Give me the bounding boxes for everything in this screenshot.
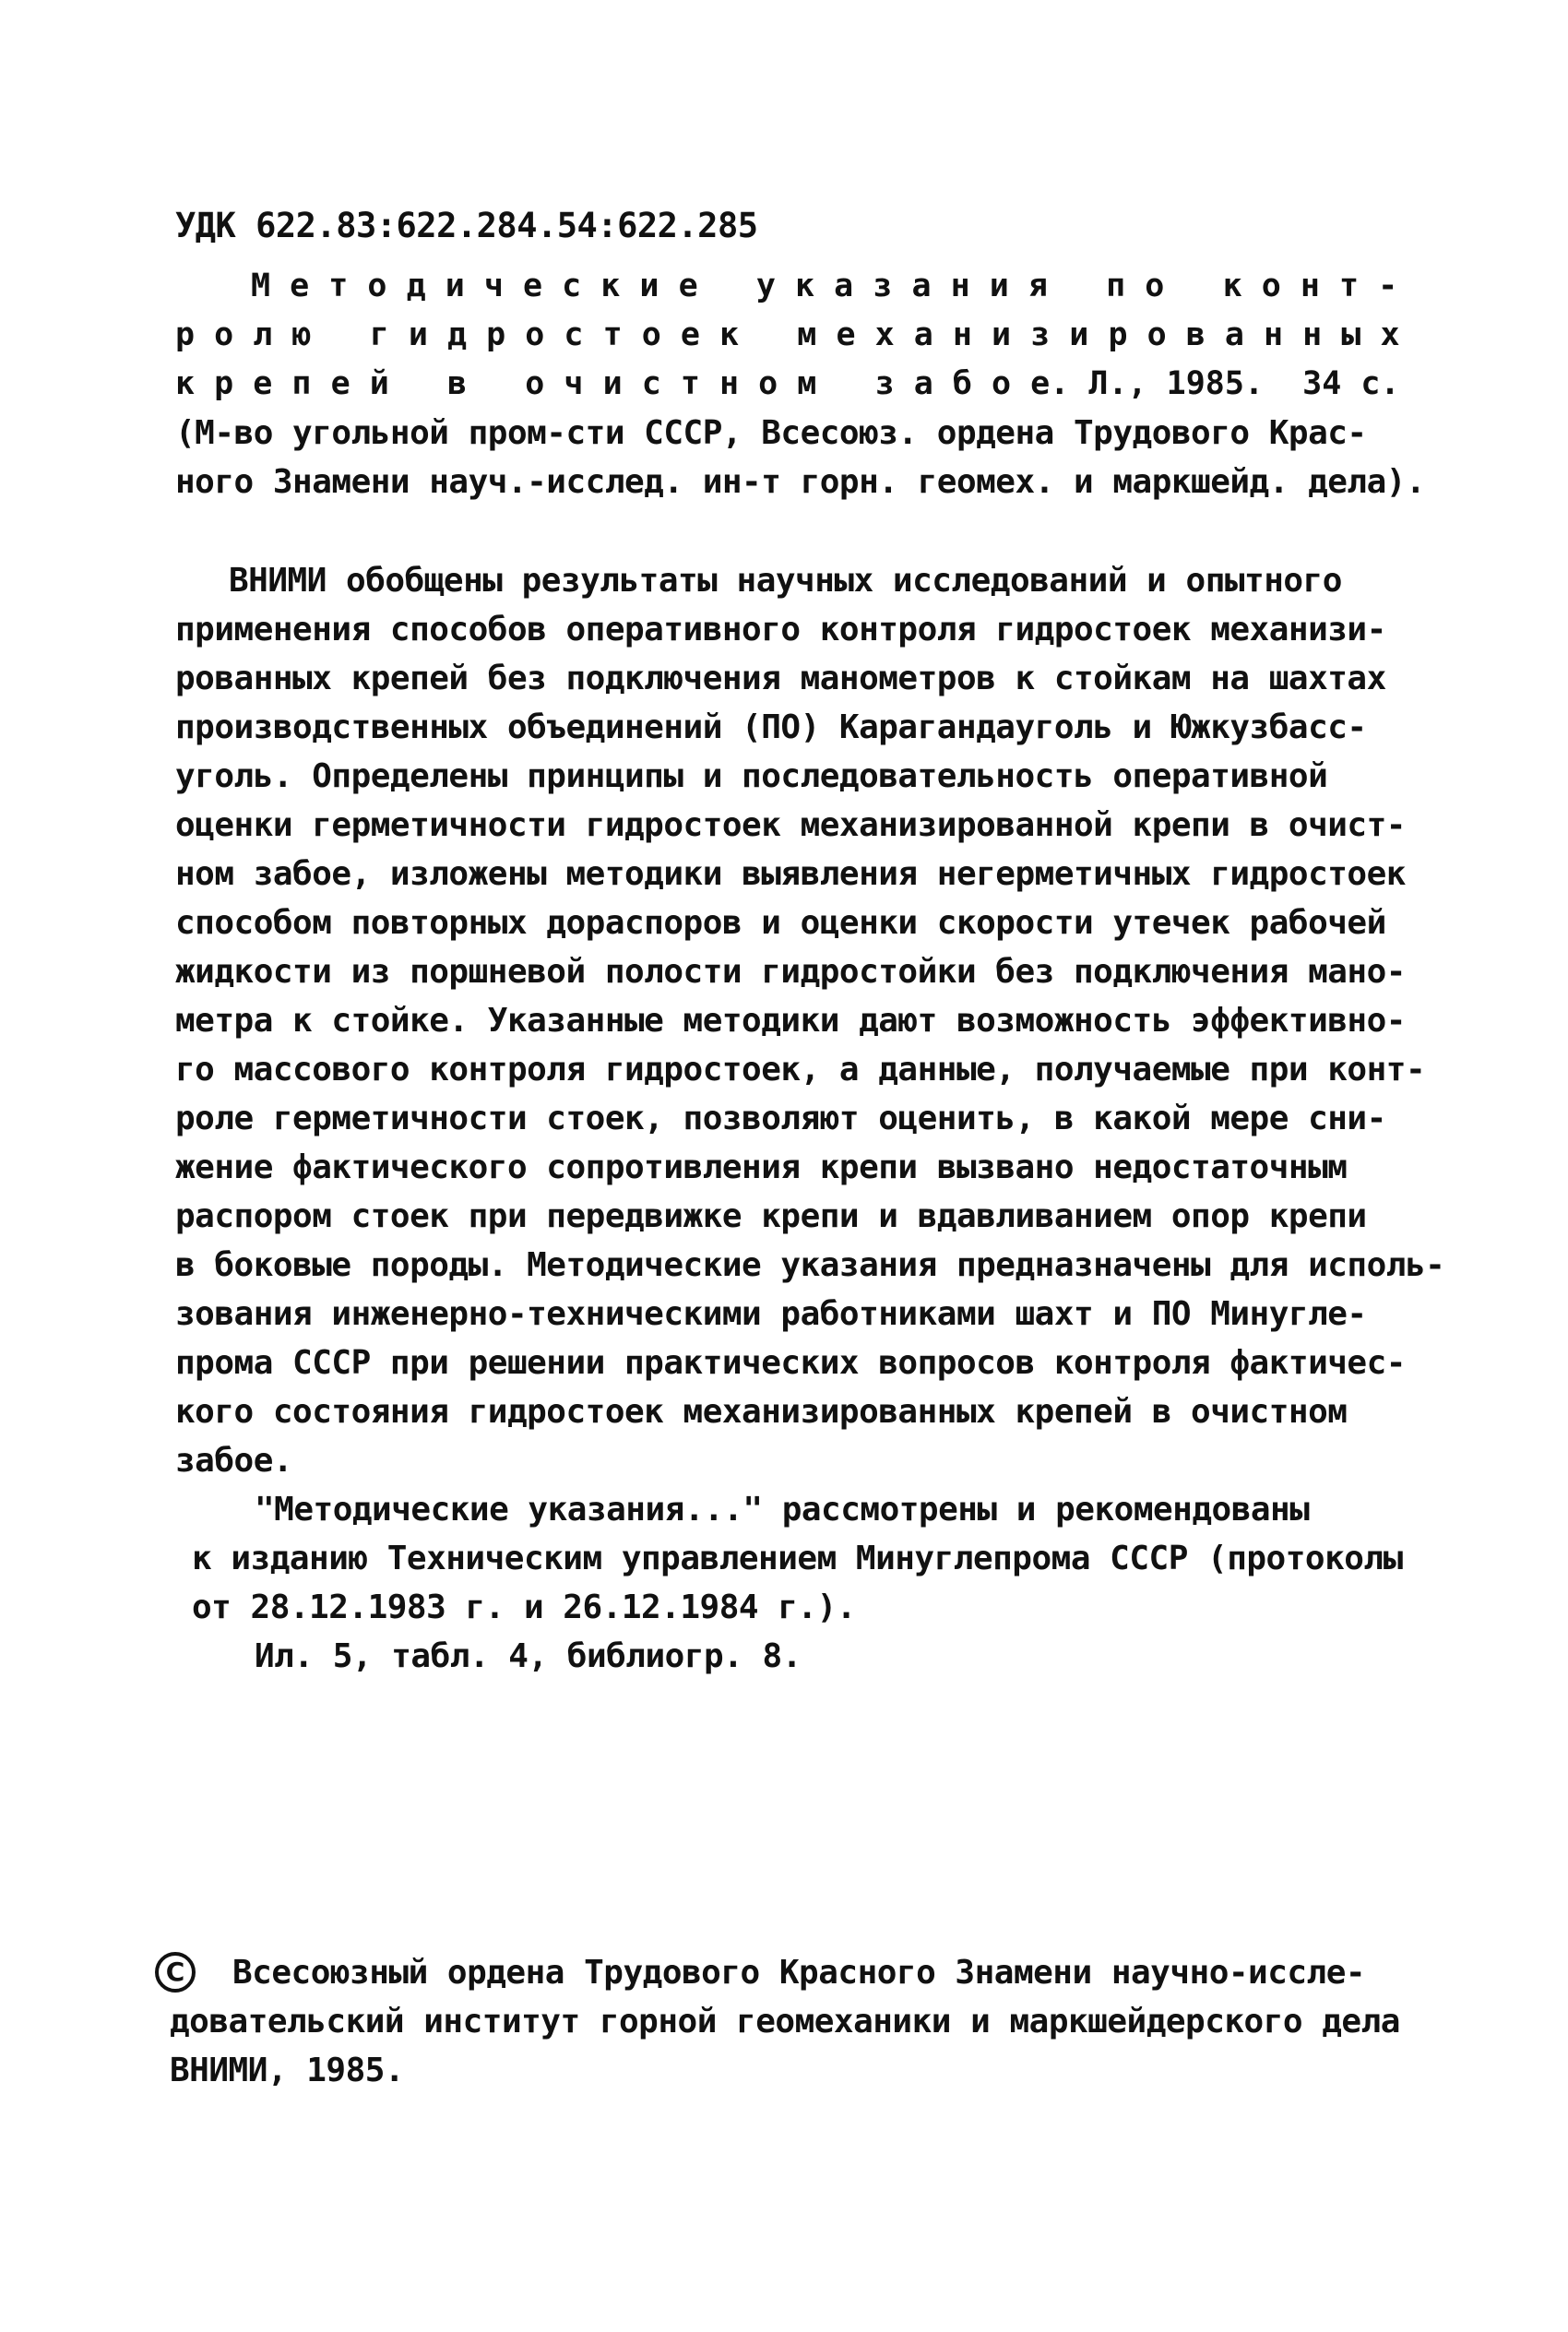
bibliography-line-5: ного Знамени науч.-исслед. ин-т горн. геомех. и маркшейд. дела).	[175, 463, 1426, 501]
bibliography-line-1: М е т о д и ч е с к и е у к а з а н и я п о к о н т -	[251, 268, 1398, 304]
copyright-line-2: довательский институт горной геомеханики и маркшейдерского дела	[170, 2003, 1400, 2040]
illustrations-line: Ил. 5, табл. 4, библиогр. 8.	[255, 1637, 802, 1675]
abstract-line-19: забое.	[175, 1442, 293, 1480]
bibliography-line-4: (М-во угольной пром-сти СССР, Всесоюз. ордена Трудового Крас-	[175, 414, 1367, 452]
bibliography-line-3: к р е п е й в о ч и с т н о м з а б о е. Л., 1985. 34 с.	[175, 365, 1400, 402]
bibliography-line-2: р о л ю г и д р о с т о е к м е х а н и з и р о в а н н ы х	[175, 316, 1400, 353]
abstract-line-17: прома СССР при решении практических вопросов контроля фактичес-	[175, 1344, 1406, 1382]
abstract-line-5: уголь. Определены принципы и последовательность оперативной	[175, 757, 1328, 795]
abstract-line-12: роле герметичности стоек, позволяют оценить, в какой мере сни-	[175, 1100, 1386, 1137]
abstract-line-8: способом повторных дораспоров и оценки скорости утечек рабочей	[175, 904, 1386, 942]
abstract-line-7: ном забое, изложены методики выявления негерметичных гидростоек	[175, 855, 1406, 893]
approval-line-1: "Методические указания..." рассмотрены и рекомендованы	[255, 1491, 1310, 1529]
abstract-line-13: жение фактического сопротивления крепи вызвано недостаточным	[175, 1148, 1348, 1186]
abstract-line-10: метра к стойке. Указанные методики дают возможность эффективно-	[175, 1002, 1406, 1040]
abstract-line-3: рованных крепей без подключения манометров к стойкам на шахтах	[175, 660, 1386, 697]
copyright-line-1: Всесоюзный ордена Трудового Красного Знамени научно-иссле-	[232, 1954, 1366, 1992]
abstract-line-2: применения способов оперативного контроля гидростоек механизи-	[175, 611, 1386, 648]
abstract-line-15: в боковые породы. Методические указания предназначены для исполь-	[175, 1246, 1445, 1284]
abstract-line-1: ВНИМИ обобщены результаты научных исследований и опытного	[229, 562, 1342, 600]
abstract-line-14: распором стоек при передвижке крепи и вдавливанием опор крепи	[175, 1197, 1367, 1235]
approval-line-3: от 28.12.1983 г. и 26.12.1984 г.).	[192, 1588, 856, 1626]
abstract-line-16: зования инженерно-техническими работниками шахт и ПО Минугле-	[175, 1295, 1367, 1333]
approval-line-2: к изданию Техническим управлением Минуглепрома СССР (протоколы	[192, 1540, 1403, 1577]
abstract-line-9: жидкости из поршневой полости гидростойки без подключения мано-	[175, 953, 1406, 991]
abstract-line-6: оценки герметичности гидростоек механизированной крепи в очист-	[175, 806, 1406, 844]
copyright-icon: C	[155, 1952, 196, 1993]
abstract-line-4: производственных объединений (ПО) Карагандауголь и Южкузбасс-	[175, 708, 1367, 746]
abstract-line-11: го массового контроля гидростоек, а данные, получаемые при конт-	[175, 1051, 1426, 1089]
udc-code: УДК 622.83:622.284.54:622.285	[175, 206, 758, 245]
copyright-line-3: ВНИМИ, 1985.	[170, 2052, 405, 2089]
abstract-line-18: кого состояния гидростоек механизированных крепей в очистном	[175, 1393, 1348, 1431]
